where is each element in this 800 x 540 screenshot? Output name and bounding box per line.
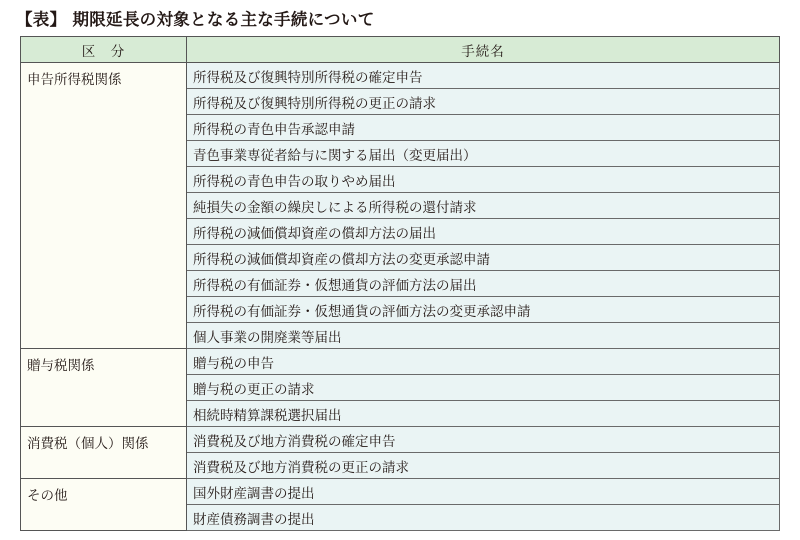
category-cell: 消費税（個人）関係 bbox=[21, 427, 187, 479]
procedure-cell: 青色事業専従者給与に関する届出（変更届出） bbox=[187, 141, 780, 167]
procedure-cell: 贈与税の更正の請求 bbox=[187, 375, 780, 401]
header-category: 区 分 bbox=[21, 37, 187, 63]
procedure-cell: 相続時精算課税選択届出 bbox=[187, 401, 780, 427]
procedure-cell: 所得税の減価償却資産の償却方法の届出 bbox=[187, 219, 780, 245]
procedures-table bbox=[20, 36, 780, 531]
category-cell: 申告所得税関係 bbox=[21, 63, 187, 349]
procedure-cell: 純損失の金額の繰戻しによる所得税の還付請求 bbox=[187, 193, 780, 219]
procedure-cell: 所得税の青色申告承認申請 bbox=[187, 115, 780, 141]
table-row bbox=[21, 63, 780, 89]
procedure-cell: 消費税及び地方消費税の確定申告 bbox=[187, 427, 780, 453]
procedure-cell: 所得税の青色申告の取りやめ届出 bbox=[187, 167, 780, 193]
procedure-cell: 財産債務調書の提出 bbox=[187, 505, 780, 531]
table-row bbox=[21, 479, 780, 505]
category-cell: 贈与税関係 bbox=[21, 349, 187, 427]
procedure-cell: 消費税及び地方消費税の更正の請求 bbox=[187, 453, 780, 479]
procedure-cell: 所得税の有価証券・仮想通貨の評価方法の変更承認申請 bbox=[187, 297, 780, 323]
table-header-row bbox=[21, 37, 780, 63]
table-row bbox=[21, 427, 780, 453]
header-procedure: 手続名 bbox=[187, 37, 780, 63]
procedure-cell: 所得税及び復興特別所得税の更正の請求 bbox=[187, 89, 780, 115]
procedure-cell: 所得税及び復興特別所得税の確定申告 bbox=[187, 63, 780, 89]
procedure-cell: 所得税の減価償却資産の償却方法の変更承認申請 bbox=[187, 245, 780, 271]
procedure-cell: 個人事業の開廃業等届出 bbox=[187, 323, 780, 349]
category-cell: その他 bbox=[21, 479, 187, 531]
table-title: 【表】 期限延長の対象となる主な手続について bbox=[16, 10, 375, 29]
table-body bbox=[21, 63, 780, 531]
procedure-cell: 国外財産調書の提出 bbox=[187, 479, 780, 505]
table-row bbox=[21, 349, 780, 375]
procedure-cell: 所得税の有価証券・仮想通貨の評価方法の届出 bbox=[187, 271, 780, 297]
procedure-cell: 贈与税の申告 bbox=[187, 349, 780, 375]
